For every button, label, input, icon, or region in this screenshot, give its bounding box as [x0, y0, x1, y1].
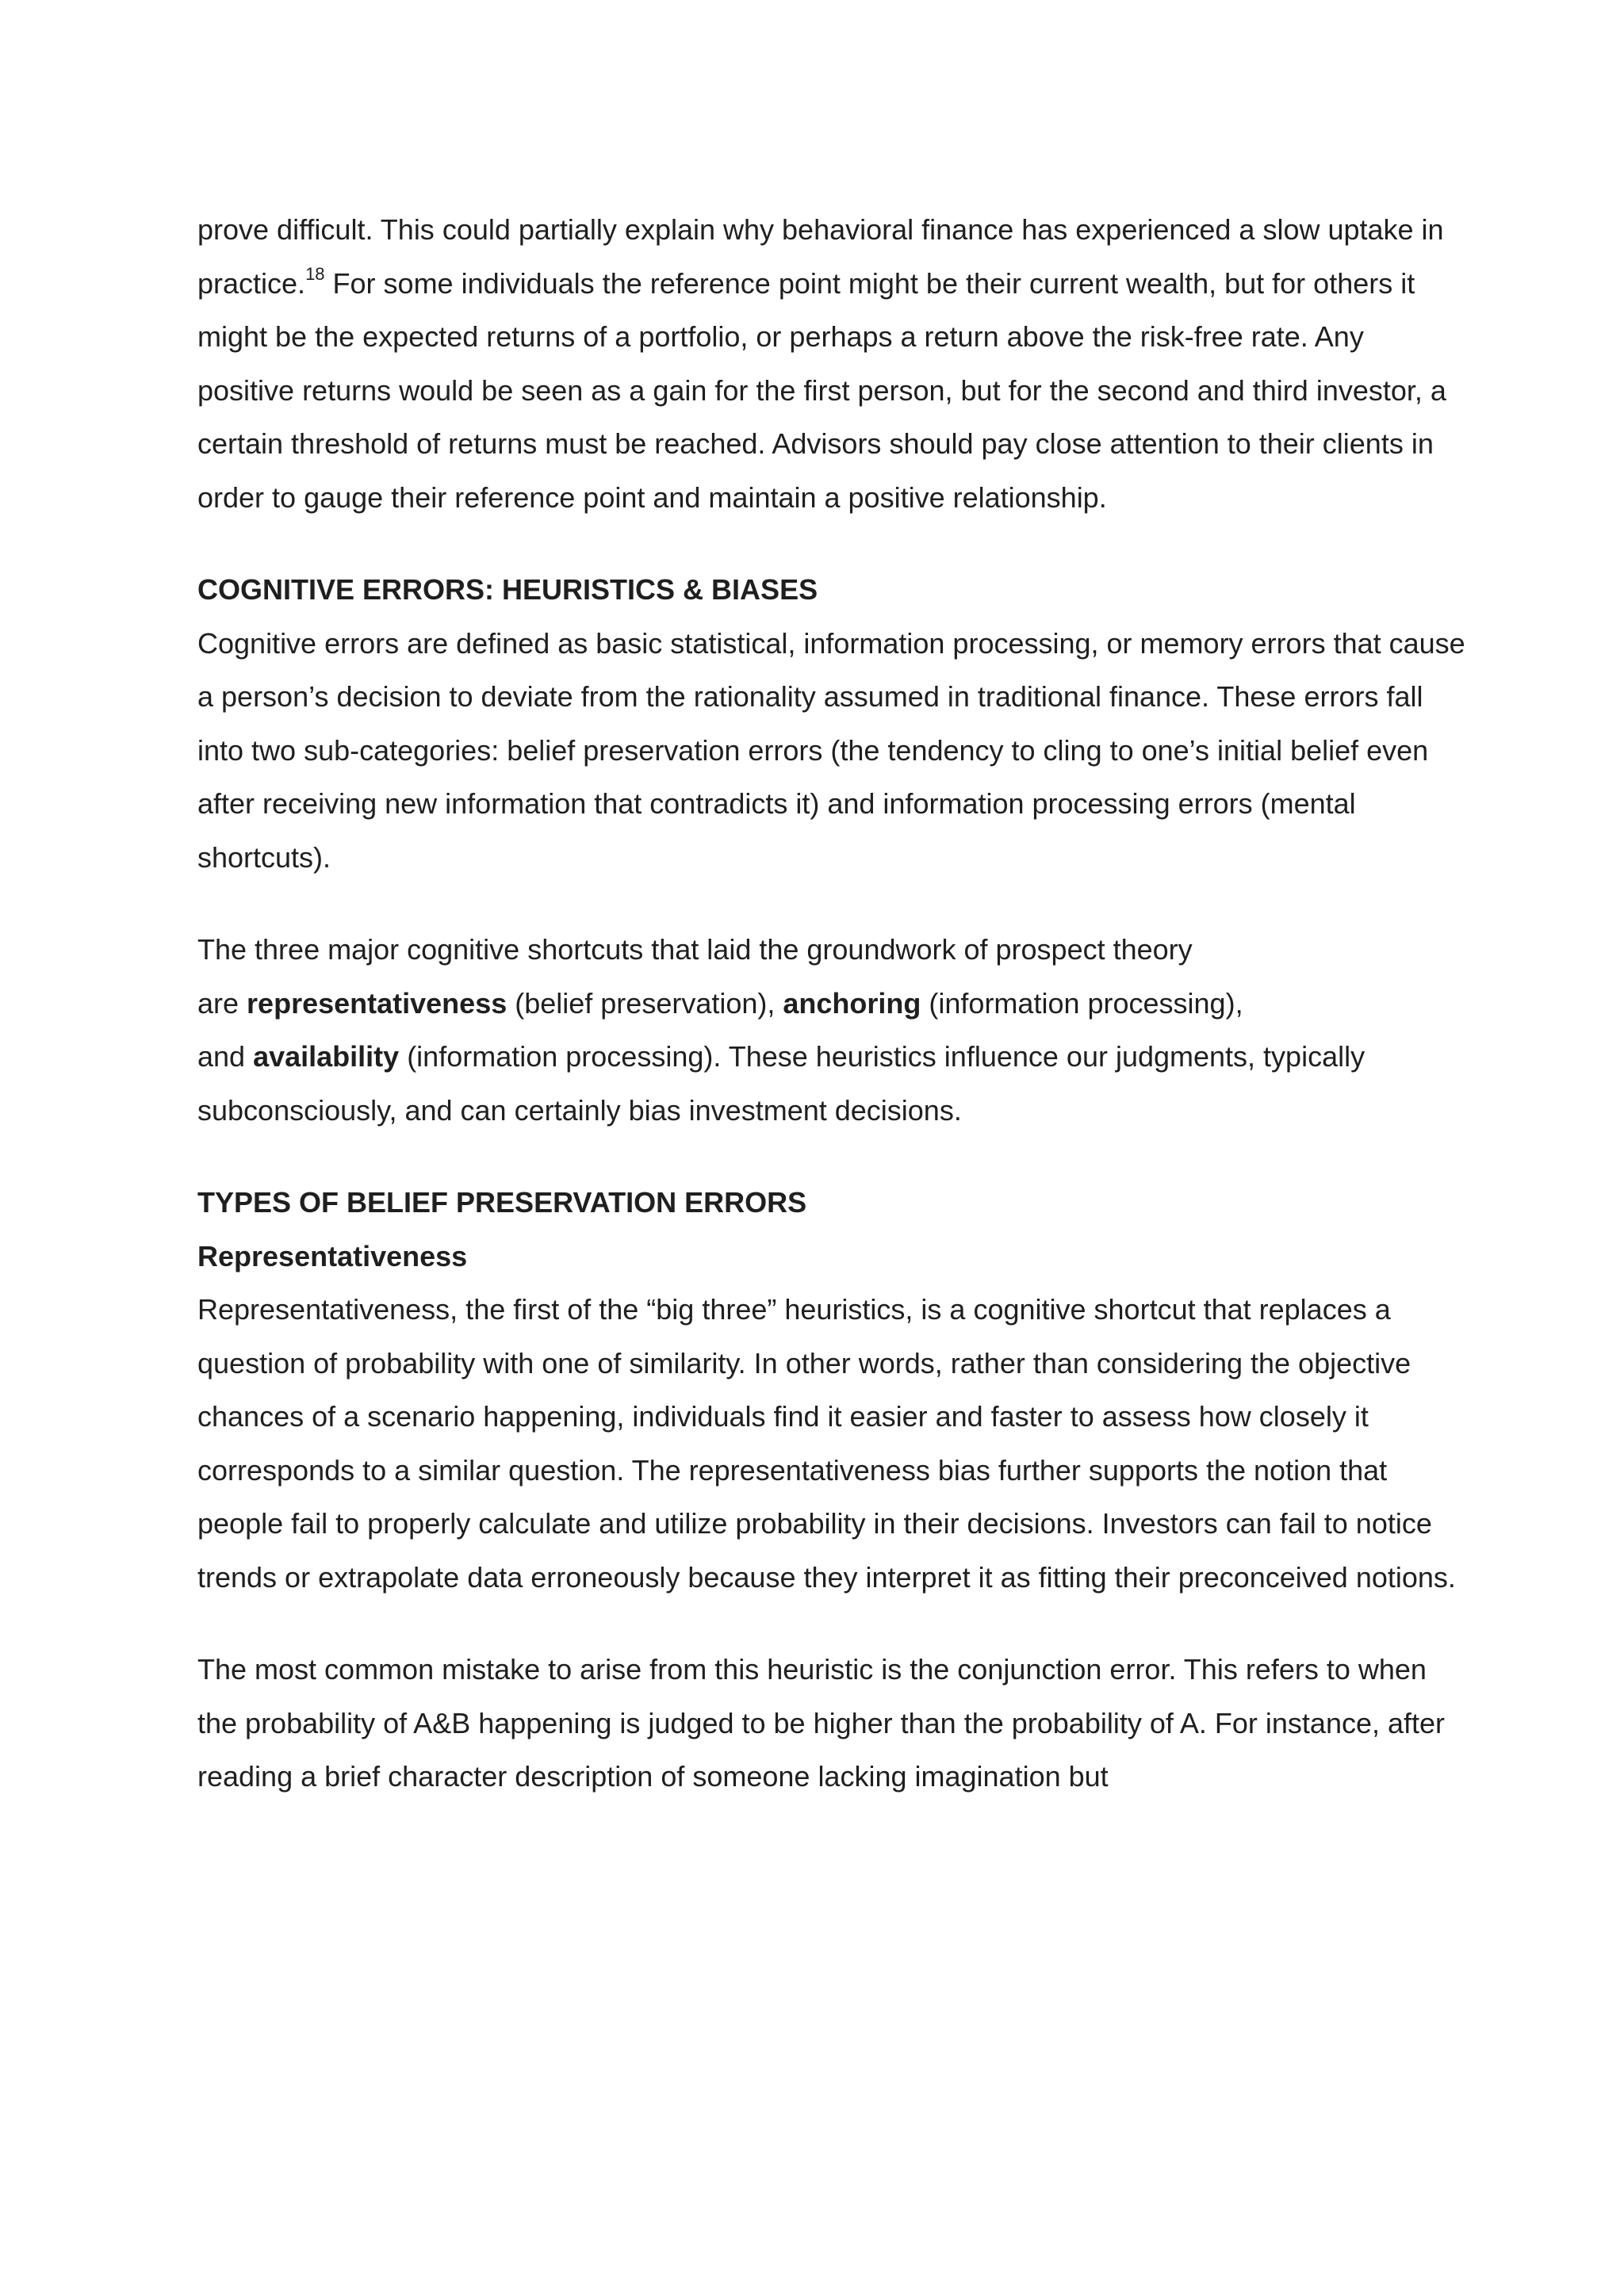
term-representativeness: representativeness — [247, 986, 508, 1020]
paragraph-text: are — [197, 986, 247, 1020]
paragraph-reference-point — [197, 203, 1466, 524]
footnote-marker: 18 — [305, 263, 325, 284]
paragraph-text: The three major cognitive shortcuts that laid the groundwork of prospect theory — [197, 933, 1193, 966]
paragraph-text: (information processing). These heuristics influence our judgments, typically subconsciously, and can certainly bias investment decisions. — [197, 1040, 1365, 1127]
paragraph-cognitive-errors-definition: Cognitive errors are defined as basic statistical, information processing, or memory errors that cause a person’s decision to deviate from the rationality assumed in traditional finance. These errors fall into two sub-categories: belief preservation errors (the tendency to cling to one’s initial belief even after receiving new information that contradicts it) and information processing errors (mental shortcuts). — [197, 626, 1465, 874]
term-availability: availability — [253, 1040, 400, 1073]
paragraph-text: (belief preservation), — [507, 986, 783, 1020]
paragraph-text: (information processing), — [921, 986, 1243, 1020]
paragraph-cognitive-shortcuts — [197, 923, 1466, 1137]
term-anchoring: anchoring — [783, 986, 921, 1020]
paragraph-representativeness: Representativeness, the first of the “big three” heuristics, is a cognitive shortcut that replaces a question of probability with one of similarity. In other words, rather than considering the objective chances of a scenario happening, individuals find it easier and faster to assess how closely it corresponds to a similar question. The representativeness bias further supports the notion that people fail to properly calculate and utilize probability in their decisions. Investors can fail to notice trends or extrapolate data erroneously because they interpret it as fitting their preconceived notions. — [197, 1293, 1456, 1594]
section-heading-cognitive-errors: COGNITIVE ERRORS: HEURISTICS & BIASES — [197, 573, 818, 606]
paragraph-conjunction-error: The most common mistake to arise from this heuristic is the conjunction error. This refers to when the probability of A&B happening is judged to be higher than the probability of A. For instance, after reading a brief character description of someone lacking imagination but — [197, 1653, 1446, 1793]
document-body — [197, 203, 1466, 1804]
paragraph-text: For some individuals the reference point might be their current wealth, but for others it might be the expected returns of a portfolio, or perhaps a return above the risk-free rate. Any positive returns would be seen as a gain for the first person, but for the second and third investor, a certain threshold of returns must be reached. Advisors should pay close attention to their clients in order to gauge their reference point and maintain a positive relationship. — [197, 266, 1446, 514]
paragraph-text: and — [197, 1040, 254, 1073]
section-heading-belief-preservation: TYPES OF BELIEF PRESERVATION ERRORS — [197, 1186, 807, 1219]
paragraph-text: prove difficult. This could partially explain why behavioral finance has experienced a slow uptake in practice. — [197, 213, 1444, 300]
subsection-heading-representativeness: Representativeness — [197, 1239, 468, 1272]
